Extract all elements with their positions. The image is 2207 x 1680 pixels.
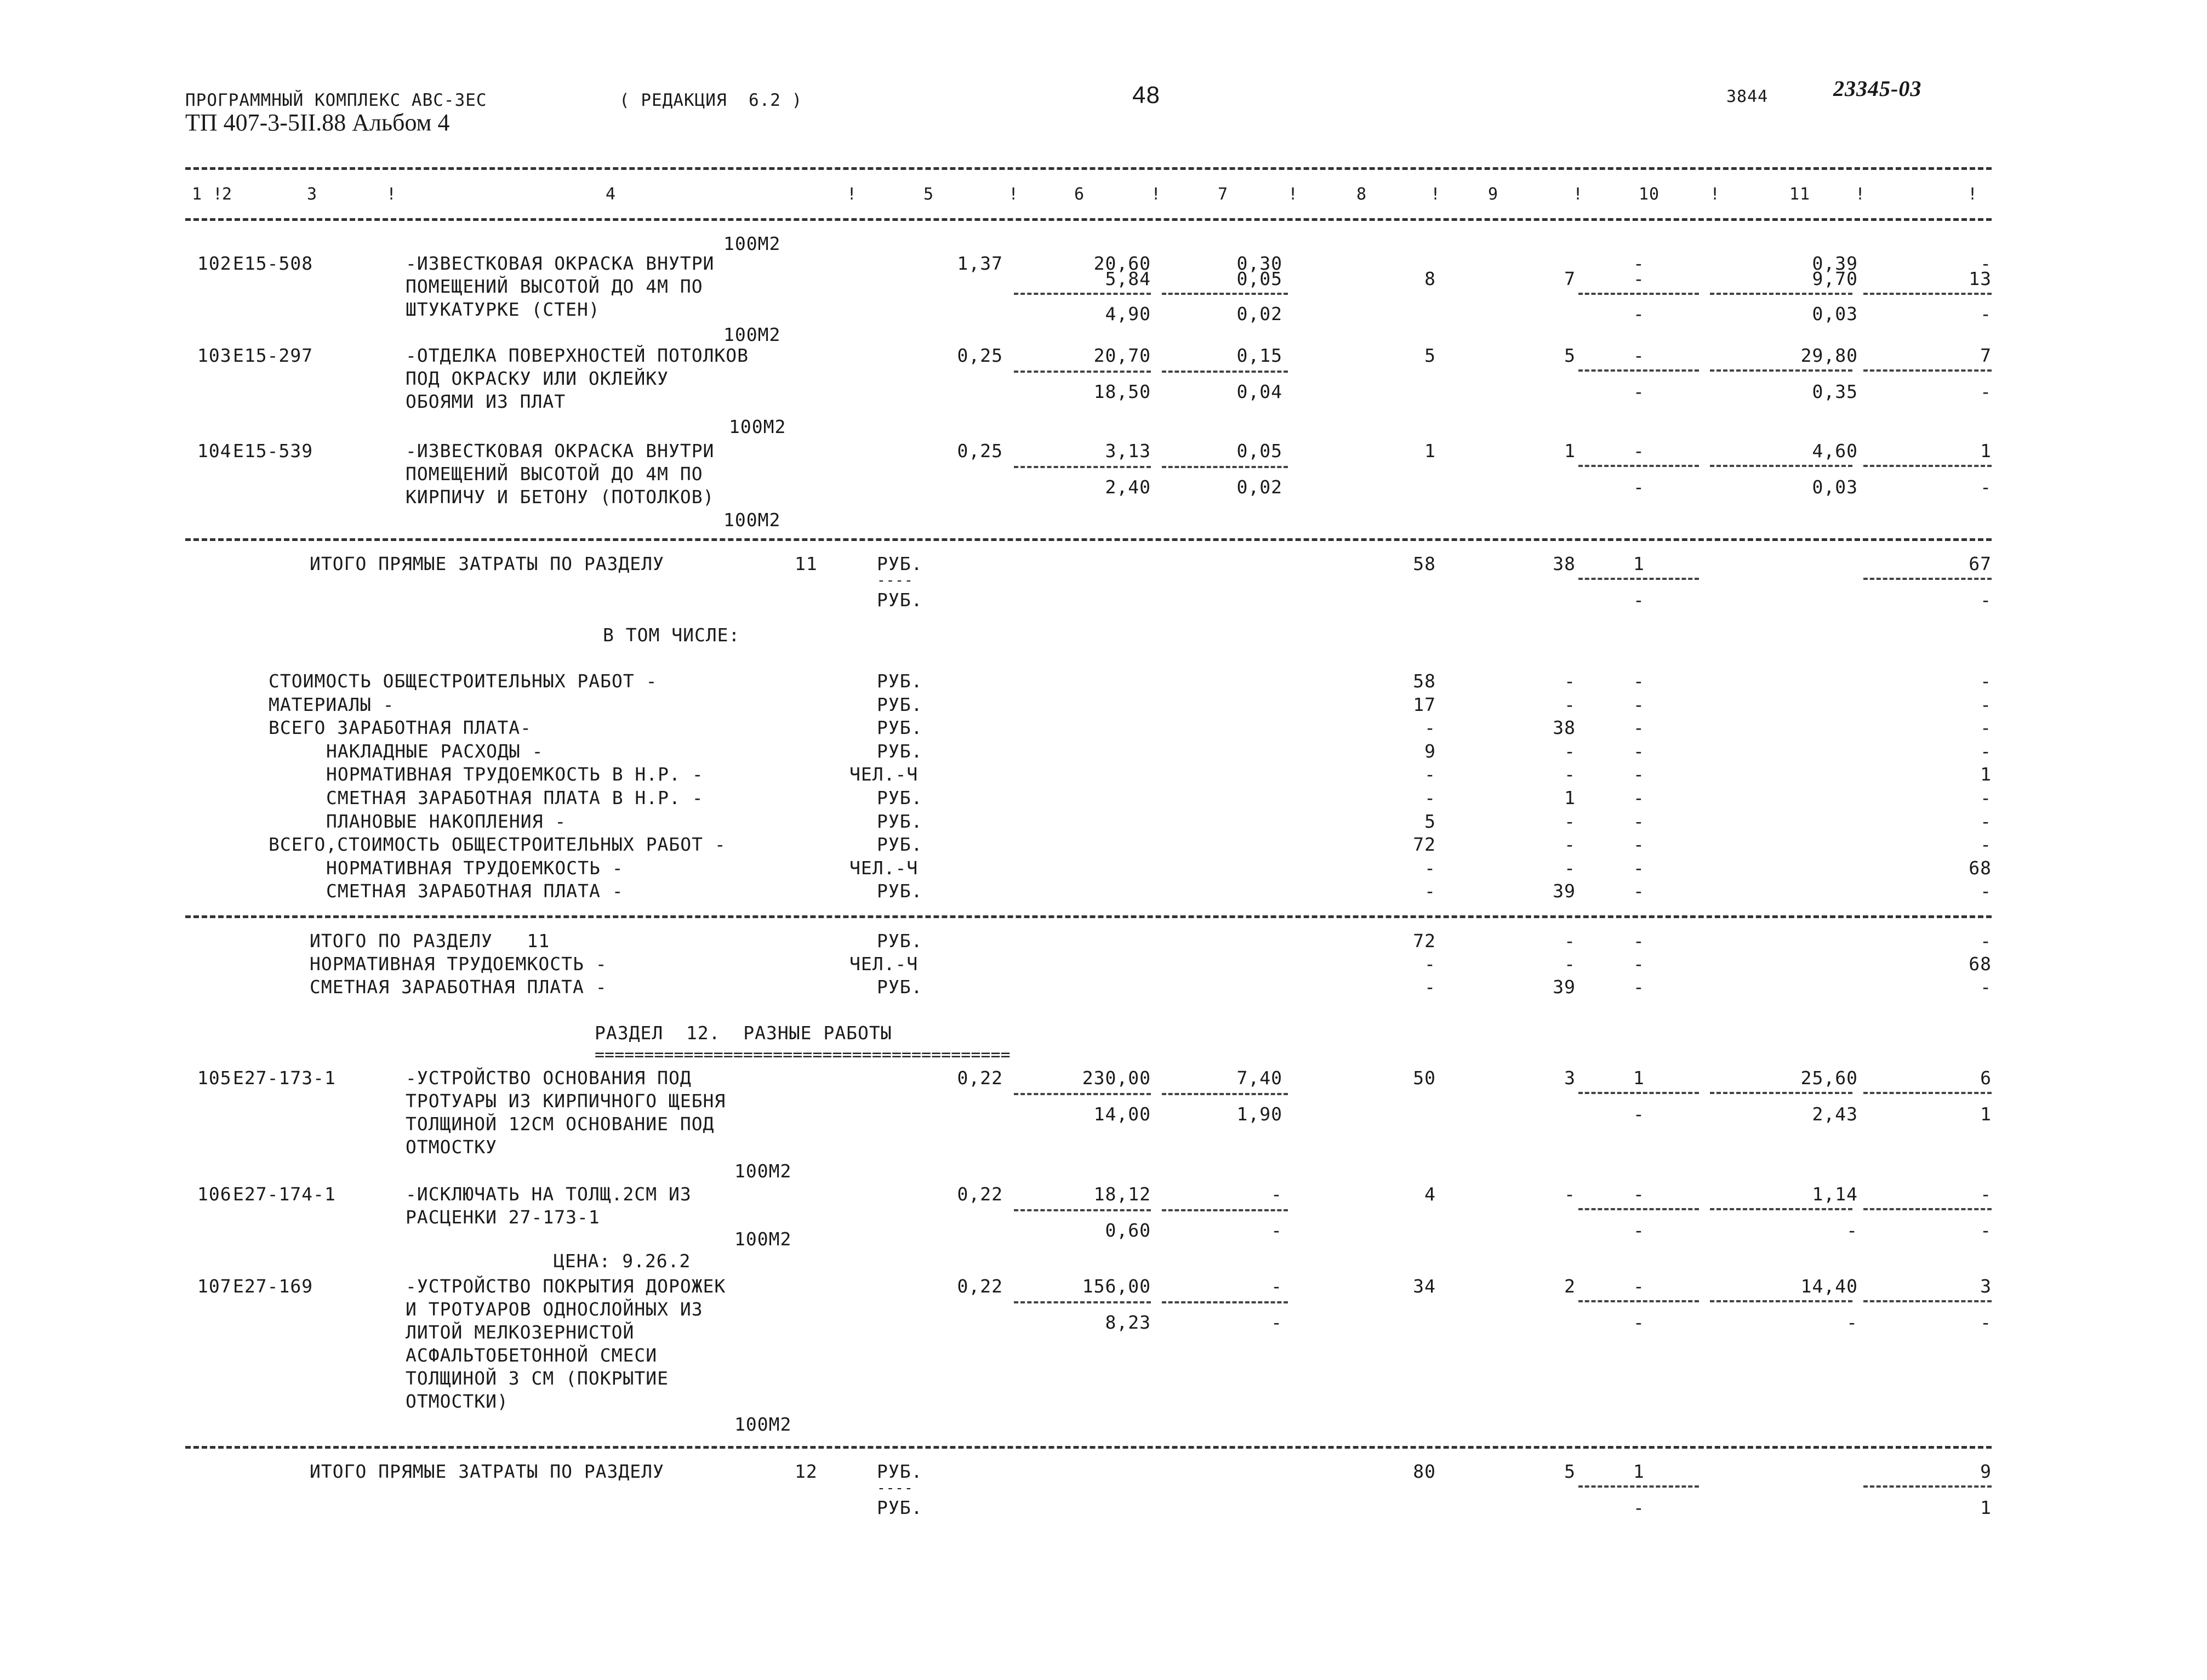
breakdown-machine: - [1633, 787, 1645, 808]
table-header-rule [185, 218, 1992, 221]
cost-separator [1710, 1208, 1852, 1210]
breakdown-cost: 17 [1413, 693, 1436, 715]
column-divider: ! [1855, 185, 1866, 204]
item-description-line: -УСТРОЙСТВО ОСНОВАНИЯ ПОД [406, 1067, 692, 1089]
cost-wages: 2 [1564, 1275, 1576, 1297]
machine-total: - [1271, 1275, 1282, 1297]
item-description-line: ТОЛЩИНОЙ 3 СМ (ПОКРЫТИЕ [406, 1368, 669, 1389]
breakdown-labor: - [1980, 880, 1992, 902]
total-section-number: 11 [795, 553, 818, 574]
total-separator [1578, 1485, 1699, 1488]
breakdown-unit: РУБ. [877, 693, 923, 715]
total-labor: 9 [1980, 1461, 1992, 1482]
item-description-line: -УСТРОЙСТВО ПОКРЫТИЯ ДОРОЖЕК [406, 1275, 726, 1297]
measure-unit: 100М2 [734, 1160, 792, 1182]
cost-wages: 7 [1564, 268, 1576, 289]
sheet-code: 3844 [1726, 87, 1769, 106]
breakdown-labor: - [1980, 740, 1992, 762]
total-wages: 5 [1564, 1461, 1576, 1482]
breakdown-cost: - [1424, 787, 1436, 808]
cost-separator [1710, 369, 1852, 372]
labor-norm: 25,60 [1800, 1067, 1858, 1089]
labor-norm-wages: 0,03 [1812, 476, 1858, 498]
item-number: 103 [197, 345, 232, 366]
breakdown-machine: - [1633, 764, 1645, 785]
machine-wages: 0,02 [1236, 476, 1282, 498]
item-quantity: 1,37 [957, 253, 1003, 274]
labor-total-wages: - [1980, 381, 1992, 402]
total-label: ИТОГО ПРЯМЫЕ ЗАТРАТЫ ПО РАЗДЕЛУ [310, 553, 664, 574]
measure-unit: 100М2 [734, 1414, 792, 1435]
breakdown-label: НАКЛАДНЫЕ РАСХОДЫ - [326, 740, 544, 762]
cost-total: 34 [1413, 1275, 1436, 1297]
price-separator [1014, 293, 1151, 295]
column-header-3: 3 [307, 185, 318, 204]
measure-unit: 100М2 [723, 324, 781, 345]
price-separator [1014, 1093, 1151, 1095]
labor-norm: 14,40 [1800, 1275, 1858, 1297]
total-label: ИТОГО ПРЯМЫЕ ЗАТРАТЫ ПО РАЗДЕЛУ [310, 1461, 664, 1482]
price-separator [1014, 371, 1151, 373]
labor-norm: 0,39 [1812, 253, 1858, 274]
column-divider: ! [213, 185, 224, 204]
section-total-labor: - [1980, 930, 1992, 952]
labor-total-wages: - [1980, 1312, 1992, 1333]
section-total-wages: - [1564, 953, 1576, 975]
machine-wages: 0,04 [1236, 381, 1282, 402]
cost-separator [1578, 369, 1699, 372]
machine-total: 0,05 [1236, 440, 1282, 462]
machine-cost: - [1633, 345, 1645, 366]
item-quantity: 0,22 [957, 1067, 1003, 1089]
labor-total-wages: - [1980, 476, 1992, 498]
total-unit: РУБ. [877, 589, 923, 611]
column-divider: ! [1151, 185, 1162, 204]
section-underline: ========================================== [595, 1045, 1011, 1064]
breakdown-wages: - [1564, 857, 1576, 879]
item-description-line: -ОТДЕЛКА ПОВЕРХНОСТЕЙ ПОТОЛКОВ [406, 345, 749, 366]
machine-cost: - [1633, 440, 1645, 462]
unit-price-total: 230,00 [1082, 1067, 1151, 1089]
cost-wages: 5 [1564, 345, 1576, 366]
breakdown-unit: РУБ. [877, 740, 923, 762]
column-header-6: 6 [1074, 185, 1085, 204]
column-header-11: 11 [1789, 185, 1811, 204]
machine-wages: - [1271, 1220, 1282, 1241]
total-labor-wages: 1 [1980, 1497, 1992, 1518]
doc-number: 23345-03 [1833, 76, 1922, 101]
total-unit: РУБ. [877, 1461, 923, 1482]
item-code: Е27-173-1 [233, 1067, 336, 1089]
cost-total: 1 [1424, 440, 1436, 462]
item-quantity: 0,22 [957, 1275, 1003, 1297]
breakdown-unit: РУБ. [877, 810, 923, 832]
machine-wages: 0,02 [1236, 303, 1282, 324]
breakdown-label: НОРМАТИВНАЯ ТРУДОЕМКОСТЬ - [326, 857, 624, 879]
breakdown-unit: ЧЕЛ.-Ч [849, 764, 919, 785]
cost-separator [1578, 1092, 1699, 1094]
item-number: 104 [197, 440, 232, 462]
cost-wages: - [1564, 1183, 1576, 1205]
unit-price-wages: 2,40 [1105, 476, 1151, 498]
cost-separator [1863, 465, 1992, 467]
breakdown-cost: 9 [1424, 740, 1436, 762]
total-wages: 38 [1553, 553, 1576, 574]
section-total-unit: РУБ. [877, 976, 923, 998]
section-total-machine: - [1633, 930, 1645, 952]
item-description-line: АСФАЛЬТОБЕТОННОЙ СМЕСИ [406, 1345, 658, 1366]
breakdown-wages: 39 [1553, 880, 1576, 902]
breakdown-wages: - [1564, 764, 1576, 785]
price-separator [1014, 1209, 1151, 1211]
labor-norm-wages: - [1846, 1220, 1858, 1241]
item-description-line: ПОМЕЩЕНИЙ ВЫСОТОЙ ДО 4М ПО [406, 276, 703, 297]
section-total-label: НОРМАТИВНАЯ ТРУДОЕМКОСТЬ - [310, 953, 607, 975]
total-cost: 58 [1413, 553, 1436, 574]
breakdown-labor: - [1980, 717, 1992, 739]
machine-cost: - [1633, 1275, 1645, 1297]
labor-total: 3 [1980, 1275, 1992, 1297]
cost-total: 8 [1424, 268, 1436, 289]
breakdown-cost: 72 [1413, 834, 1436, 856]
including-heading: В ТОМ ЧИСЛЕ: [603, 624, 740, 646]
column-header-2: 2 [222, 185, 233, 204]
cost-separator [1710, 465, 1852, 467]
unit-price-sub: 5,84 [1105, 268, 1151, 289]
item-description-line: -ИЗВЕСТКОВАЯ ОКРАСКА ВНУТРИ [406, 440, 715, 462]
total-rule [185, 1446, 1992, 1449]
total-unit: РУБ. [877, 1497, 923, 1518]
section-title: РАЗДЕЛ 12. РАЗНЫЕ РАБОТЫ [595, 1022, 892, 1044]
item-description-line: -ИЗВЕСТКОВАЯ ОКРАСКА ВНУТРИ [406, 253, 715, 274]
column-header-7: 7 [1218, 185, 1229, 204]
cost-separator [1863, 1092, 1992, 1094]
price-separator [1162, 1209, 1288, 1211]
item-number: 105 [197, 1067, 232, 1089]
unit-price-total: 156,00 [1082, 1275, 1151, 1297]
column-header-1: 1 [192, 185, 203, 204]
price-separator [1162, 371, 1288, 373]
machine-cost: - [1633, 268, 1645, 289]
total-separator [1578, 578, 1699, 580]
item-number: 107 [197, 1275, 232, 1297]
labor-norm-wages: 0,03 [1812, 303, 1858, 324]
section-total-label: ИТОГО ПО РАЗДЕЛУ 11 [310, 930, 550, 952]
labor-norm-wages: 2,43 [1812, 1103, 1858, 1125]
page-number: 48 [1132, 82, 1160, 109]
total-rule [185, 538, 1992, 541]
breakdown-unit: РУБ. [877, 670, 923, 692]
price-separator [1014, 1301, 1151, 1303]
cost-wages: 3 [1564, 1067, 1576, 1089]
item-description-line: ОТМОСТКИ) [406, 1391, 509, 1412]
breakdown-cost: - [1424, 857, 1436, 879]
unit-price-wages: 18,50 [1093, 381, 1151, 402]
breakdown-cost: - [1424, 880, 1436, 902]
cost-separator [1863, 1300, 1992, 1302]
cost-separator [1578, 465, 1699, 467]
column-divider: ! [1573, 185, 1584, 204]
labor-total: 6 [1980, 1067, 1992, 1089]
column-divider: ! [1008, 185, 1019, 204]
breakdown-wages: - [1564, 740, 1576, 762]
labor-norm-sub: 9,70 [1812, 268, 1858, 289]
section-total-machine: - [1633, 953, 1645, 975]
column-header-9: 9 [1488, 185, 1499, 204]
measure-unit: 100М2 [734, 1228, 792, 1250]
breakdown-label: ВСЕГО,СТОИМОСТЬ ОБЩЕСТРОИТЕЛЬНЫХ РАБОТ - [269, 834, 726, 856]
total-cost: 80 [1413, 1461, 1436, 1482]
section-total-wages: - [1564, 930, 1576, 952]
measure-unit: 100М2 [723, 509, 781, 531]
labor-norm: 1,14 [1812, 1183, 1858, 1205]
machine-wages: 1,90 [1236, 1103, 1282, 1125]
item-code: Е15-508 [233, 253, 313, 274]
cost-total: 5 [1424, 345, 1436, 366]
unit-price-total: 3,13 [1105, 440, 1151, 462]
column-divider: ! [1968, 185, 1978, 204]
labor-norm: 4,60 [1812, 440, 1858, 462]
breakdown-unit: ЧЕЛ.-Ч [849, 857, 919, 879]
edition-note: ( РЕДАКЦИЯ 6.2 ) [619, 90, 803, 110]
item-description-line: ПОД ОКРАСКУ ИЛИ ОКЛЕЙКУ [406, 368, 669, 389]
breakdown-labor: - [1980, 787, 1992, 808]
breakdown-label: СТОИМОСТЬ ОБЩЕСТРОИТЕЛЬНЫХ РАБОТ - [269, 670, 658, 692]
cost-total: 4 [1424, 1183, 1436, 1205]
table-top-rule [185, 167, 1992, 170]
labor-norm: 29,80 [1800, 345, 1858, 366]
machine-total: - [1271, 1183, 1282, 1205]
breakdown-wages: - [1564, 834, 1576, 856]
breakdown-labor: 68 [1969, 857, 1992, 879]
breakdown-unit: РУБ. [877, 834, 923, 856]
breakdown-label: ПЛАНОВЫЕ НАКОПЛЕНИЯ - [326, 810, 567, 832]
cost-separator [1710, 1092, 1852, 1094]
item-quantity: 0,22 [957, 1183, 1003, 1205]
breakdown-label: НОРМАТИВНАЯ ТРУДОЕМКОСТЬ В Н.Р. - [326, 764, 704, 785]
column-divider: ! [386, 185, 397, 204]
breakdown-labor: - [1980, 834, 1992, 856]
machine-wages-cost: - [1633, 1103, 1645, 1125]
item-quantity: 0,25 [957, 345, 1003, 366]
column-divider: ! [1430, 185, 1441, 204]
section-total-cost: 72 [1413, 930, 1436, 952]
cost-separator [1710, 1300, 1852, 1302]
unit-price-wages: 14,00 [1093, 1103, 1151, 1125]
cost-separator [1578, 1208, 1699, 1210]
item-description-line: ШТУКАТУРКЕ (СТЕН) [406, 299, 600, 320]
cost-separator [1863, 1208, 1992, 1210]
labor-total: 7 [1980, 345, 1992, 366]
section-total-machine: - [1633, 976, 1645, 998]
machine-wages-cost: - [1633, 381, 1645, 402]
total-labor-wages: - [1980, 589, 1992, 611]
breakdown-unit: РУБ. [877, 787, 923, 808]
cost-separator [1863, 369, 1992, 372]
section-total-cost: - [1424, 953, 1436, 975]
cost-wages: 1 [1564, 440, 1576, 462]
cost-separator [1578, 293, 1699, 295]
breakdown-machine: - [1633, 834, 1645, 856]
breakdown-unit: РУБ. [877, 880, 923, 902]
unit-price-wages: 8,23 [1105, 1312, 1151, 1333]
item-code: Е27-174-1 [233, 1183, 336, 1205]
column-header-8: 8 [1356, 185, 1367, 204]
section-total-cost: - [1424, 976, 1436, 998]
breakdown-machine: - [1633, 880, 1645, 902]
item-description-line: -ИСКЛЮЧАТЬ НА ТОЛЩ.2СМ ИЗ [406, 1183, 692, 1205]
item-description-line: И ТРОТУАРОВ ОДНОСЛОЙНЫХ ИЗ [406, 1299, 703, 1320]
item-description-line: ОТМОСТКУ [406, 1136, 497, 1158]
item-code: Е27-169 [233, 1275, 313, 1297]
section-total-rule [185, 915, 1992, 918]
breakdown-wages: - [1564, 670, 1576, 692]
price-separator [1162, 1093, 1288, 1095]
total-unit-dashes: ---- [877, 1480, 914, 1496]
labor-total-wages: - [1980, 303, 1992, 324]
album-title: ТП 407-3-5II.88 Альбом 4 [185, 109, 450, 136]
item-description-line: ТОЛЩИНОЙ 12СМ ОСНОВАНИЕ ПОД [406, 1113, 715, 1135]
column-divider: ! [1288, 185, 1299, 204]
item-description-line: КИРПИЧУ И БЕТОНУ (ПОТОЛКОВ) [406, 486, 715, 508]
item-description-line: ЛИТОЙ МЕЛКОЗЕРНИСТОЙ [406, 1322, 635, 1343]
labor-total-wages: - [1980, 1220, 1992, 1241]
item-number: 102 [197, 253, 232, 274]
price-separator [1162, 1301, 1288, 1303]
breakdown-labor: 1 [1980, 764, 1992, 785]
breakdown-cost: 5 [1424, 810, 1436, 832]
machine-total: 0,30 [1236, 253, 1282, 274]
breakdown-label: МАТЕРИАЛЫ - [269, 693, 395, 715]
item-code: Е15-297 [233, 345, 313, 366]
measure-unit: 100М2 [729, 416, 786, 437]
total-labor: 67 [1969, 553, 1992, 574]
total-section-number: 12 [795, 1461, 818, 1482]
item-description-line: ТРОТУАРЫ ИЗ КИРПИЧНОГО ЩЕБНЯ [406, 1090, 726, 1112]
labor-total-upper: - [1980, 253, 1992, 274]
breakdown-unit: РУБ. [877, 717, 923, 739]
breakdown-cost: - [1424, 717, 1436, 739]
total-machine: 1 [1633, 1461, 1645, 1482]
total-machine: 1 [1633, 553, 1645, 574]
machine-wages-cost: - [1633, 1312, 1645, 1333]
unit-price-total: 18,12 [1093, 1183, 1151, 1205]
machine-sub: 0,05 [1236, 268, 1282, 289]
total-separator [1863, 578, 1992, 580]
breakdown-machine: - [1633, 857, 1645, 879]
breakdown-cost: 58 [1413, 670, 1436, 692]
cost-separator [1863, 293, 1992, 295]
labor-total: 1 [1980, 440, 1992, 462]
total-machine-wages: - [1633, 1497, 1645, 1518]
breakdown-labor: - [1980, 810, 1992, 832]
labor-norm-wages: 0,35 [1812, 381, 1858, 402]
breakdown-label: СМЕТНАЯ ЗАРАБОТНАЯ ПЛАТА В Н.Р. - [326, 787, 704, 808]
machine-wages-cost: - [1633, 1220, 1645, 1241]
breakdown-wages: 38 [1553, 717, 1576, 739]
breakdown-wages: - [1564, 693, 1576, 715]
column-divider: ! [847, 185, 858, 204]
unit-price-wages: 0,60 [1105, 1220, 1151, 1241]
price-separator [1014, 466, 1151, 468]
item-description-line: ОБОЯМИ ИЗ ПЛАТ [406, 391, 566, 412]
machine-total: 0,15 [1236, 345, 1282, 366]
breakdown-labor: - [1980, 693, 1992, 715]
machine-wages: - [1271, 1312, 1282, 1333]
item-quantity: 0,25 [957, 440, 1003, 462]
cost-total: 50 [1413, 1067, 1436, 1089]
column-header-5: 5 [923, 185, 934, 204]
item-description-line: РАСЦЕНКИ 27-173-1 [406, 1206, 600, 1228]
total-unit-dashes: ---- [877, 572, 914, 589]
section-total-unit: РУБ. [877, 930, 923, 952]
machine-cost: 1 [1633, 1067, 1645, 1089]
breakdown-cost: - [1424, 764, 1436, 785]
total-separator [1863, 1485, 1992, 1488]
measure-unit: 100М2 [723, 233, 781, 254]
breakdown-machine: - [1633, 810, 1645, 832]
labor-total-wages: 1 [1980, 1103, 1992, 1125]
breakdown-wages: - [1564, 810, 1576, 832]
unit-price-wages: 4,90 [1105, 303, 1151, 324]
section-total-labor: 68 [1969, 953, 1992, 975]
machine-wages-cost: - [1633, 303, 1645, 324]
breakdown-machine: - [1633, 740, 1645, 762]
section-total-wages: 39 [1553, 976, 1576, 998]
breakdown-label: ВСЕГО ЗАРАБОТНАЯ ПЛАТА- [269, 717, 532, 739]
section-total-unit: ЧЕЛ.-Ч [849, 953, 919, 975]
labor-total: - [1980, 1183, 1992, 1205]
column-header-4: 4 [606, 185, 617, 204]
total-unit: РУБ. [877, 553, 923, 574]
breakdown-machine: - [1633, 670, 1645, 692]
machine-cost-upper: - [1633, 253, 1645, 274]
breakdown-label: СМЕТНАЯ ЗАРАБОТНАЯ ПЛАТА - [326, 880, 624, 902]
machine-total: 7,40 [1236, 1067, 1282, 1089]
price-separator [1162, 293, 1288, 295]
breakdown-machine: - [1633, 717, 1645, 739]
item-number: 106 [197, 1183, 232, 1205]
price-note: ЦЕНА: 9.26.2 [554, 1250, 691, 1272]
unit-price-total: 20,60 [1093, 253, 1151, 274]
breakdown-wages: 1 [1564, 787, 1576, 808]
labor-total: 13 [1969, 268, 1992, 289]
cost-separator [1710, 293, 1852, 295]
machine-cost: - [1633, 1183, 1645, 1205]
price-separator [1162, 466, 1288, 468]
section-total-labor: - [1980, 976, 1992, 998]
breakdown-labor: - [1980, 670, 1992, 692]
unit-price-total: 20,70 [1093, 345, 1151, 366]
column-header-10: 10 [1639, 185, 1660, 204]
column-divider: ! [1710, 185, 1721, 204]
total-machine-wages: - [1633, 589, 1645, 611]
breakdown-machine: - [1633, 693, 1645, 715]
machine-wages-cost: - [1633, 476, 1645, 498]
labor-norm-wages: - [1846, 1312, 1858, 1333]
cost-separator [1578, 1300, 1699, 1302]
program-title: ПРОГРАММНЫЙ КОМПЛЕКС АВС-3ЕС [185, 90, 487, 110]
section-total-label: СМЕТНАЯ ЗАРАБОТНАЯ ПЛАТА - [310, 976, 607, 998]
item-description-line: ПОМЕЩЕНИЙ ВЫСОТОЙ ДО 4М ПО [406, 463, 703, 485]
item-code: Е15-539 [233, 440, 313, 462]
